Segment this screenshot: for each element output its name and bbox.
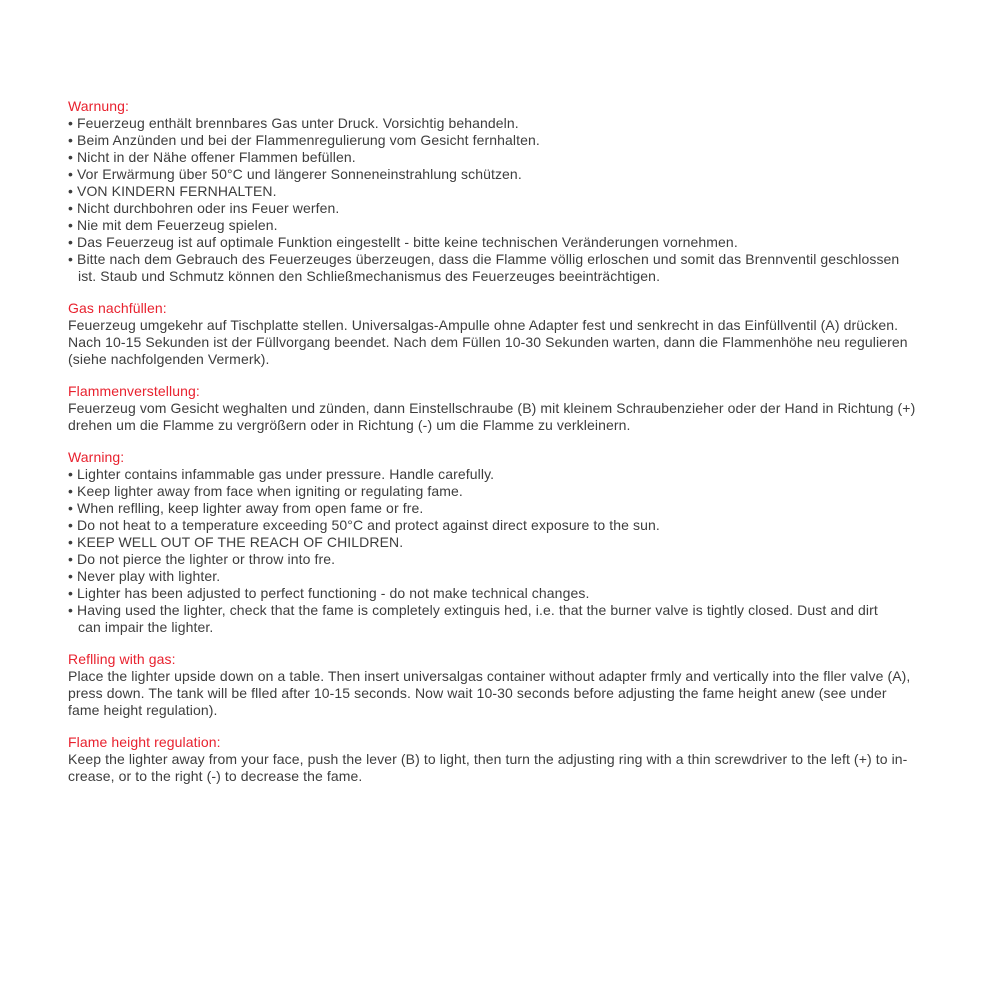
text-line (68, 149, 938, 166)
text-line-content: Do not pierce the lighter or throw into fre. (77, 551, 336, 567)
text-line (68, 483, 938, 500)
bullet-icon: • (68, 115, 77, 131)
text-line: Feuerzeug umgekehr auf Tischplatte stellen. Universalgas-Ampulle ohne Adapter fest und senkrecht in das Einfüllventil (A) drücken. (68, 317, 899, 333)
text-line-content: Nicht in der Nähe offener Flammen befüllen. (77, 149, 356, 165)
text-line (68, 602, 938, 619)
bullet-icon: • (68, 585, 77, 601)
text-line-content: Das Feuerzeug ist auf optimale Funktion eingestellt - bitte keine technischen Veränderungen vornehmen. (77, 234, 738, 250)
text-line-content: Vor Erwärmung über 50°C und längerer Sonneneinstrahlung schützen. (77, 166, 522, 182)
bullet-icon: • (68, 466, 77, 482)
bullet-icon: • (68, 132, 77, 148)
text-line (68, 234, 938, 251)
text-line-content: Never play with lighter. (77, 568, 221, 584)
text-line: can impair the lighter. (78, 619, 214, 635)
text-line (68, 466, 938, 483)
bullet-icon: • (68, 568, 77, 584)
section-heading: Flammenverstellung: (68, 383, 200, 399)
section-flame-height-regulation (68, 734, 938, 785)
text-line-content: Feuerzeug enthält brennbares Gas unter Druck. Vorsichtig behandeln. (77, 115, 519, 131)
section-flammenverstellung (68, 383, 938, 434)
text-line (68, 500, 938, 517)
bullet-icon: • (68, 200, 77, 216)
text-line-content: Lighter contains infammable gas under pressure. Handle carefully. (77, 466, 495, 482)
text-line: Keep the lighter away from your face, push the lever (B) to light, then turn the adjusting ring with a thin screwdriver to the left (+) to in- (68, 751, 908, 767)
bullet-icon: • (68, 551, 77, 567)
text-line: crease, or to the right (-) to decrease the fame. (68, 768, 363, 784)
bullet-icon: • (68, 166, 77, 182)
text-line-content: Having used the lighter, check that the fame is completely extinguis hed, i.e. that the burner valve is tightly closed. Dust and dirt (77, 602, 878, 618)
text-line (68, 132, 938, 149)
text-line (68, 551, 938, 568)
text-line (68, 568, 938, 585)
text-line-content: Bitte nach dem Gebrauch des Feuerzeuges überzeugen, dass die Flamme völlig erloschen und somit das Brennventil geschlossen (77, 251, 900, 267)
bullet-icon: • (68, 217, 77, 233)
text-line (68, 200, 938, 217)
text-line (68, 251, 938, 268)
text-line: Feuerzeug vom Gesicht weghalten und zünden, dann Einstellschraube (B) mit kleinem Schraubenzieher oder der Hand in Richtung (+) (68, 400, 916, 416)
text-line (68, 166, 938, 183)
text-line: (siehe nachfolgenden Vermerk). (68, 351, 270, 367)
text-line-content: Beim Anzünden und bei der Flammenregulierung vom Gesicht fernhalten. (77, 132, 540, 148)
bullet-icon: • (68, 183, 77, 199)
text-line-content: VON KINDERN FERNHALTEN. (77, 183, 277, 199)
text-line (68, 217, 938, 234)
text-line (68, 517, 938, 534)
text-line-content: KEEP WELL OUT OF THE REACH OF CHILDREN. (77, 534, 404, 550)
section-heading: Warnung: (68, 98, 129, 114)
text-line: Place the lighter upside down on a table. Then insert universalgas container without adapter frmly and vertically into the fller valve (A), (68, 668, 911, 684)
section-heading: Gas nachfüllen: (68, 300, 167, 316)
text-line-content: Nie mit dem Feuerzeug spielen. (77, 217, 278, 233)
text-line (68, 534, 938, 551)
bullet-icon: • (68, 602, 77, 618)
bullet-icon: • (68, 234, 77, 250)
text-line (68, 183, 938, 200)
section-warning-en (68, 449, 938, 636)
text-line: Nach 10-15 Sekunden ist der Füllvorgang beendet. Nach dem Füllen 10-30 Sekunden warten, dann die Flammenhöhe neu regulieren (68, 334, 908, 350)
text-line-content: When reflling, keep lighter away from open fame or fre. (77, 500, 424, 516)
text-line-content: Lighter has been adjusted to perfect functioning - do not make technical changes. (77, 585, 590, 601)
text-line: drehen um die Flamme zu vergrößern oder in Richtung (-) um die Flamme zu verkleinern. (68, 417, 631, 433)
section-refilling-with-gas (68, 651, 938, 719)
section-heading: Reflling with gas: (68, 651, 176, 667)
bullet-icon: • (68, 534, 77, 550)
bullet-icon: • (68, 517, 77, 533)
text-line (68, 585, 938, 602)
section-heading: Warning: (68, 449, 125, 465)
text-line-content: Keep lighter away from face when igniting or regulating fame. (77, 483, 463, 499)
bullet-icon: • (68, 251, 77, 267)
bullet-icon: • (68, 483, 77, 499)
text-line-content: Do not heat to a temperature exceeding 50°C and protect against direct exposure to the sun. (77, 517, 660, 533)
text-line (68, 115, 938, 132)
bullet-icon: • (68, 500, 77, 516)
section-gas-nachfuellen (68, 300, 938, 368)
text-line: ist. Staub und Schmutz können den Schließmechanismus des Feuerzeuges beeinträchtigen. (78, 268, 661, 284)
instruction-text (68, 98, 938, 785)
section-warnung-de (68, 98, 938, 285)
text-line-content: Nicht durchbohren oder ins Feuer werfen. (77, 200, 340, 216)
bullet-icon: • (68, 149, 77, 165)
text-line: fame height regulation). (68, 702, 218, 718)
text-line: press down. The tank will be flled after 10-15 seconds. Now wait 10-30 seconds before adjusting the fame height anew (see under (68, 685, 887, 701)
section-heading: Flame height regulation: (68, 734, 221, 750)
